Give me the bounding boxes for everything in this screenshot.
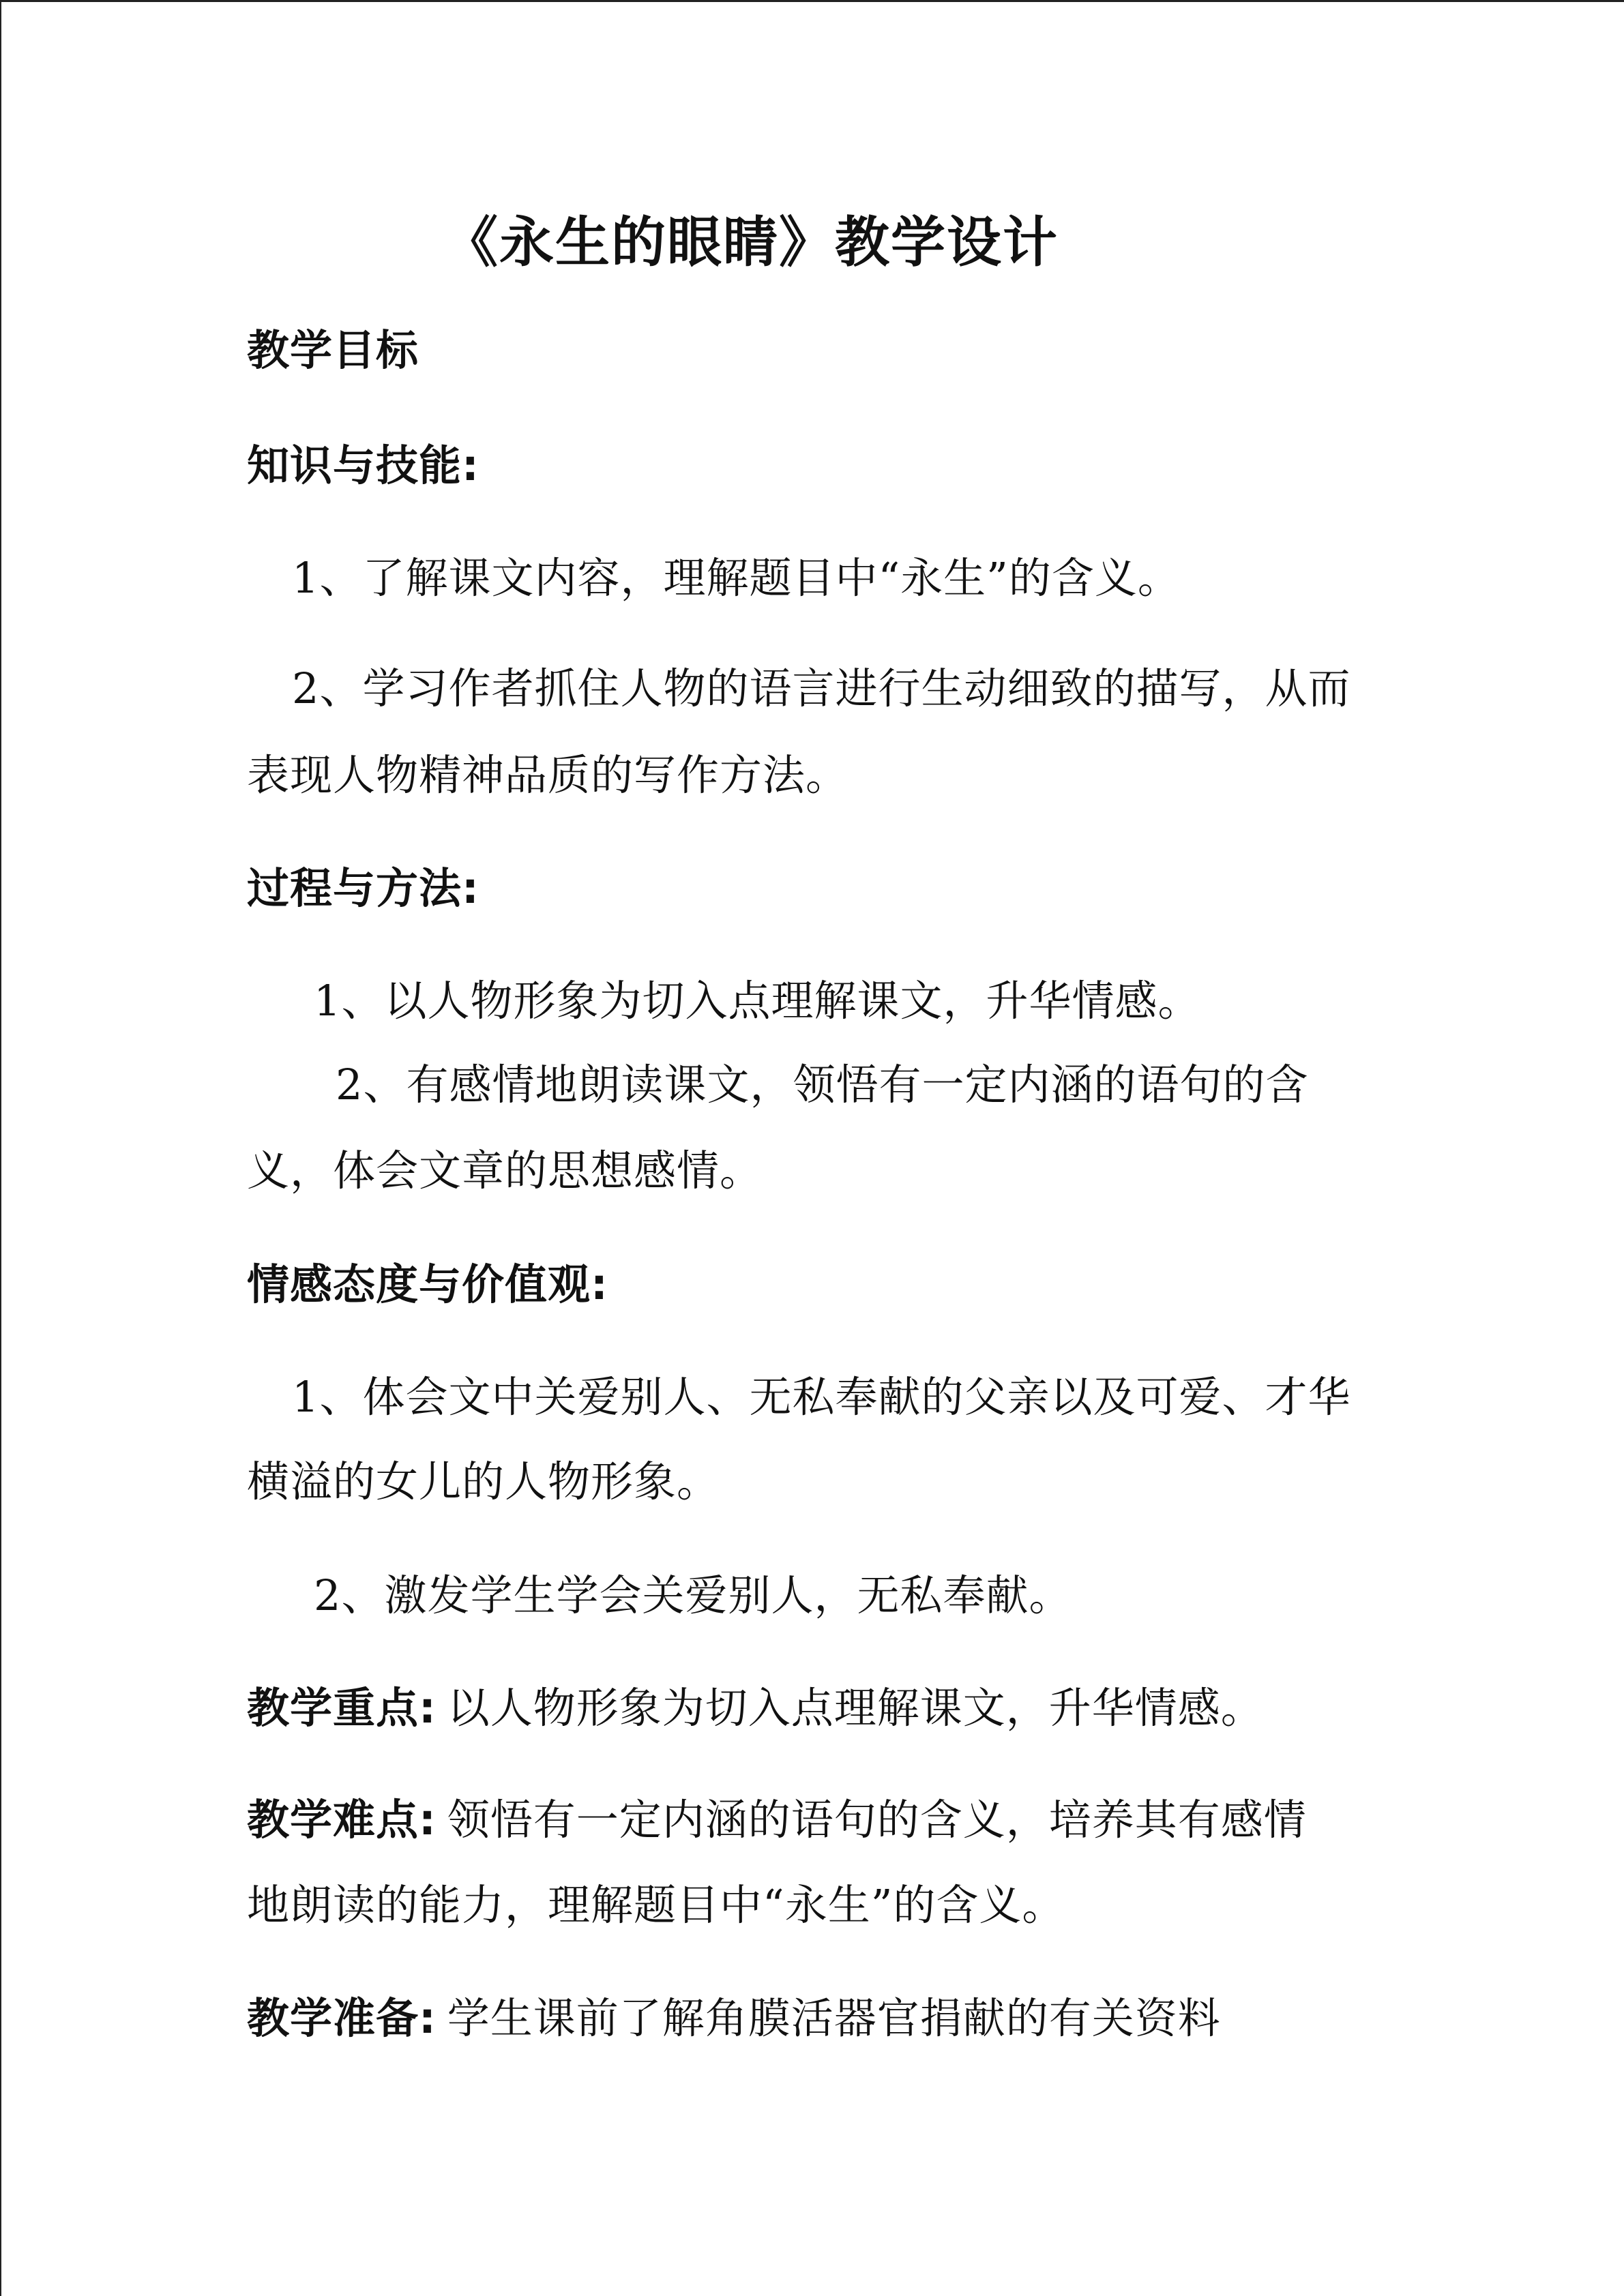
emotion-item-2: 2、激发学生学会关爱别人，无私奉献。 bbox=[314, 1570, 1072, 1620]
difficulty-label: 教学难点: bbox=[247, 1795, 437, 1845]
preparation-text: 学生课前了解角膜活器官捐献的有关资料 bbox=[447, 1993, 1221, 2043]
page-top-border bbox=[0, 0, 1624, 2]
knowledge-item-1: 1、了解课文内容，理解题目中“永生”的含义。 bbox=[292, 553, 1181, 603]
difficulty-text-line-1: 领悟有一定内涵的语句的含义，培养其有感情 bbox=[447, 1795, 1307, 1845]
process-item-1: 1、以人物形象为切入点理解课文，升华情感。 bbox=[314, 976, 1201, 1026]
process-item-2-line-2: 义，体会文章的思想感情。 bbox=[247, 1146, 763, 1195]
heading-process-methods: 过程与方法: bbox=[247, 863, 479, 913]
heading-emotion-values: 情感态度与价值观: bbox=[247, 1259, 608, 1309]
key-point-row bbox=[247, 1681, 1264, 1736]
document-title: 《永生的眼睛》教学设计 bbox=[443, 211, 1059, 274]
preparation-label: 教学准备: bbox=[247, 1993, 437, 2043]
difficulty-text-line-2: 地朗读的能力，理解题目中“永生”的含义。 bbox=[247, 1880, 1065, 1930]
process-item-2-line-1: 2、有感情地朗读课文，领悟有一定内涵的语句的含 bbox=[336, 1060, 1309, 1109]
preparation-row bbox=[247, 1991, 1221, 2046]
emotion-item-1-line-2: 横溢的女儿的人物形象。 bbox=[247, 1457, 720, 1506]
page-left-border bbox=[0, 0, 1, 2296]
key-point-text: 以人物形象为切入点理解课文，升华情感。 bbox=[447, 1683, 1264, 1733]
knowledge-item-2-line-2: 表现人物精神品质的写作方法。 bbox=[247, 750, 849, 800]
section-heading-goals: 教学目标 bbox=[247, 325, 419, 375]
difficulty-row bbox=[247, 1793, 1307, 1848]
knowledge-item-2-line-1: 2、学习作者抓住人物的语言进行生动细致的描写，从而 bbox=[292, 664, 1351, 713]
emotion-item-1-line-1: 1、体会文中关爱别人、无私奉献的父亲以及可爱、才华 bbox=[292, 1372, 1351, 1422]
heading-knowledge-skills: 知识与技能: bbox=[247, 441, 479, 490]
key-point-label: 教学重点: bbox=[247, 1683, 437, 1733]
